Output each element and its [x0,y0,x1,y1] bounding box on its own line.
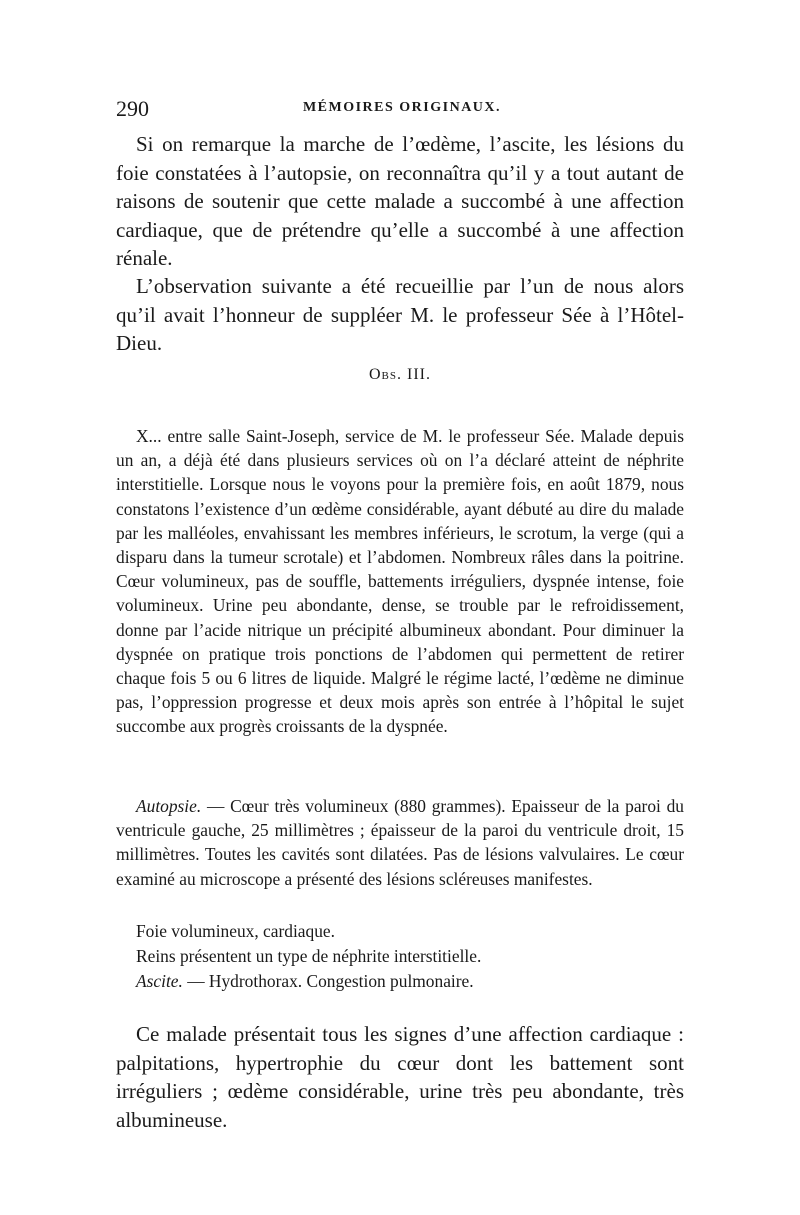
observation-heading-prefix: Obs. [369,366,403,383]
ascites-line [116,969,684,993]
ascites-label: Ascite. [136,971,183,991]
autopsy-text: — Cœur très volumineux (880 grammes). Epaisseur de la paroi du ventricule gauche, 25 millimètres ; épaisseur de la paroi du ventricule droit, 15 millimètres. Toutes les cavités sont dilatées. Pas de lésions valvulaires. Le cœur examiné au microscope a présenté des lésions scléreuses manifestes. [116,796,684,889]
ascites-text: — Hydrothorax. Congestion pulmonaire. [182,971,474,991]
page-number: 290 [116,96,149,121]
running-head: MÉMOIRES ORIGINAUX. [302,100,502,115]
paragraph-ascite-remark: Si on remarque la marche de l’œdème, l’ascite, les lésions du foie constatées à l’autopsie, on reconnaîtra qu’il y a tout autant de raisons de soutenir que cette malade a succombé à une affection cardiaque, que de prétendre qu’elle a succombé à une affection rénale. [116,132,684,270]
conclusion-paragraph: Ce malade présentait tous les signes d’une affection cardiaque : palpitations, hypertrophie du cœur dont les battement sont irréguliers ; œdème considérable, urine très peu abondante, très albumineuse. [116,1022,684,1132]
paragraph-observation-intro: L’observation suivante a été recueillie par l’un de nous alors qu’il avait l’honneur de suppléer M. le professeur Sée à l’Hôtel-Dieu. [116,274,684,355]
page-header [116,96,688,122]
liver-line: Foie volumineux, cardiaque. [136,921,335,941]
autopsy-label: Autopsie. [136,796,202,816]
observation-case-text: X... entre salle Saint-Joseph, service de M. le professeur Sée. Malade depuis un an, a déjà été dans plusieurs services où on l’a déclaré atteint de néphrite interstitielle. Lorsque nous le voyons pour la première fois, en août 1879, nous constatons l’existence d’un œdème considérable, ayant débuté au dire du malade par les malléoles, envahissant les membres inférieurs, le scrotum, la verge (qui a disparu dans la tumeur scrotale) et l’abdomen. Nombreux râles dans la poitrine. Cœur volumineux, pas de souffle, battements irréguliers, dyspnée intense, foie volumineux. Urine peu abondante, dense, se trouble par le refroidissement, donne par l’acide nitrique un précipité albumineux abondant. Pour diminuer la dyspnée on pratique trois ponctions de l’abdomen qui permettent de retirer chaque fois 5 ou 6 litres de liquide. Malgré le régime lacté, l’œdème ne diminue pas, l’oppression progresse et deux mois après son entrée à l’hôpital le sujet succombe aux progrès croissants de la dyspnée. [116,426,684,737]
observation-heading-number: III. [407,366,431,383]
observation-heading [116,366,684,384]
autopsy-paragraph [116,794,684,891]
kidneys-line: Reins présentent un type de néphrite interstitielle. [136,946,482,966]
